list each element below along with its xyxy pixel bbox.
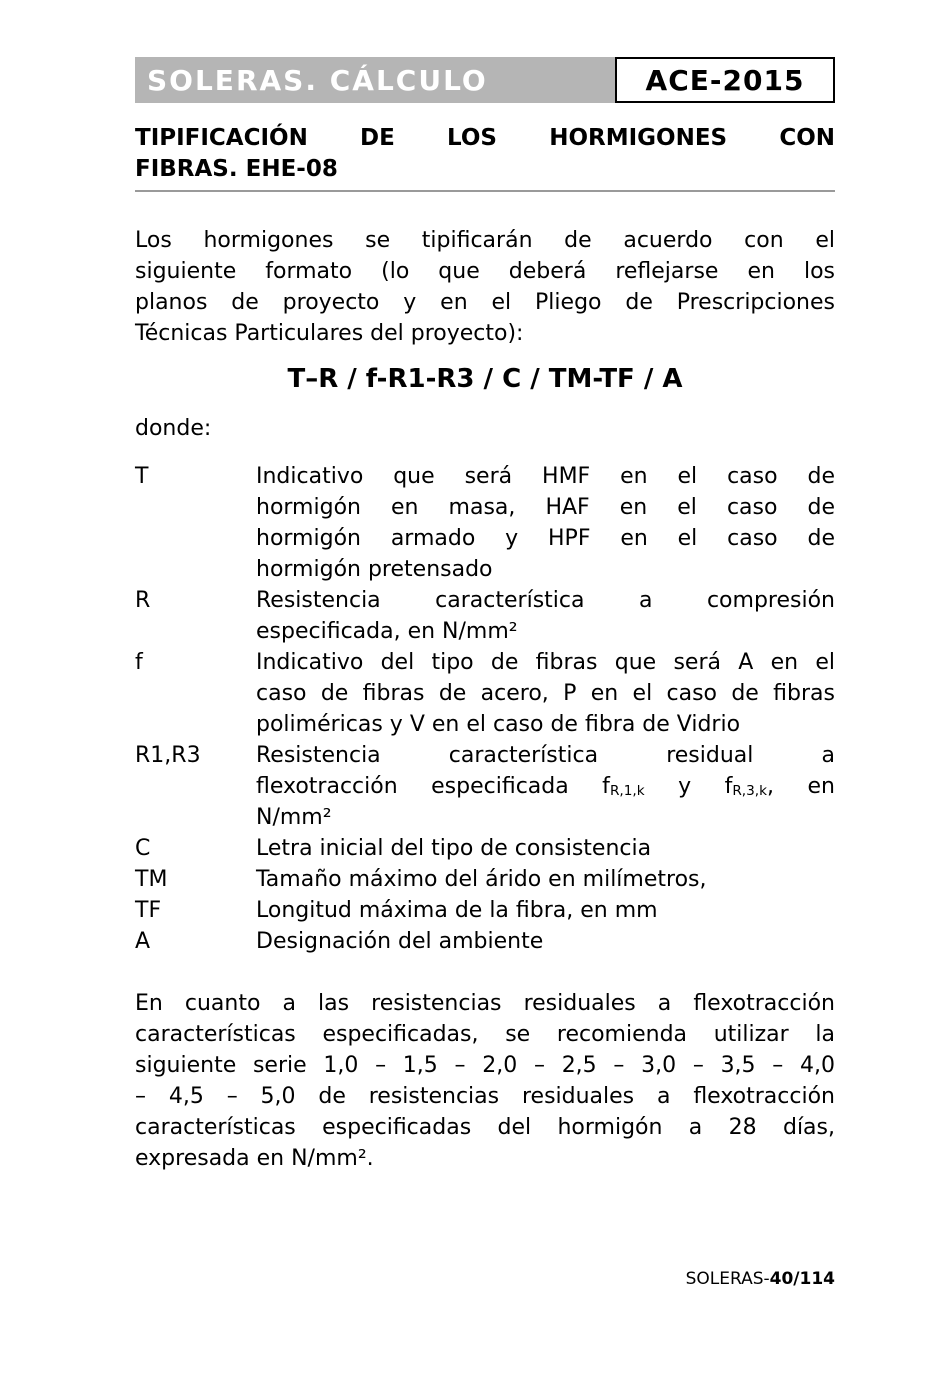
definition-line: N/mm² <box>256 805 332 830</box>
definition-text: flexotracción especificada f <box>256 774 610 799</box>
paragraph-line: En cuanto a las resistencias residuales a flexotracción <box>135 991 835 1016</box>
footer-prefix: SOLERAS- <box>685 1269 770 1289</box>
definition-line: hormigón pretensado <box>256 557 493 582</box>
paragraph-line: planos de proyecto y en el Pliego de Prescripciones <box>135 290 835 315</box>
definition-description <box>256 461 835 585</box>
definition-row-TM <box>135 864 835 895</box>
definition-line: hormigón armado y HPF en el caso de <box>256 526 835 551</box>
definition-description <box>256 895 835 926</box>
definition-term: f <box>135 650 143 675</box>
paragraph-line: características especificadas, se recomienda utilizar la <box>135 1022 835 1047</box>
definition-line: poliméricas y V en el caso de fibra de Vidrio <box>256 712 741 737</box>
definition-line-subscripts <box>256 771 835 802</box>
subscript-fR1k: R,1,k <box>609 783 645 800</box>
definition-list <box>135 461 835 957</box>
definition-term: A <box>135 929 151 954</box>
definition-term: T <box>135 464 149 489</box>
header-section-title: SOLERAS. CÁLCULO <box>135 57 615 103</box>
page-title-line: FIBRAS. EHE-08 <box>135 156 338 182</box>
definition-line: Resistencia característica a compresión <box>256 588 835 613</box>
definition-row-T <box>135 461 835 585</box>
definition-line: Tamaño máximo del árido en milímetros, <box>256 867 707 892</box>
definition-row-TF <box>135 895 835 926</box>
definition-line: especificada, en N/mm² <box>256 619 518 644</box>
paragraph-line: siguiente formato (lo que deberá reflejarse en los <box>135 259 835 284</box>
header-badge-ace-2015: ACE-2015 <box>615 57 835 103</box>
intro-paragraph <box>135 225 835 349</box>
paragraph-line: Los hormigones se tipificarán de acuerdo con el <box>135 228 835 253</box>
document-page <box>135 57 835 1289</box>
definition-line: caso de fibras de acero, P en el caso de fibras <box>256 681 835 706</box>
paragraph-line: expresada en N/mm². <box>135 1146 374 1171</box>
page-title-line: TIPIFICACIÓN DE LOS HORMIGONES CON <box>135 125 835 151</box>
definition-line: Longitud máxima de la fibra, en mm <box>256 898 658 923</box>
definition-line: Indicativo del tipo de fibras que será A en el <box>256 650 835 675</box>
definition-line: Indicativo que será HMF en el caso de <box>256 464 835 489</box>
definition-term: R <box>135 588 151 613</box>
typification-formula: T–R / f-R1-R3 / C / TM-TF / A <box>287 364 683 394</box>
definition-row-R1-R3 <box>135 740 835 833</box>
definition-description <box>256 833 835 864</box>
paragraph-line: características especificadas del hormigón a 28 días, <box>135 1115 835 1140</box>
page-title <box>135 123 835 192</box>
paragraph-line: siguiente serie 1,0 – 1,5 – 2,0 – 2,5 – 3,0 – 3,5 – 4,0 <box>135 1053 835 1078</box>
definition-description <box>256 740 835 833</box>
definition-line: hormigón en masa, HAF en el caso de <box>256 495 835 520</box>
definition-description <box>256 926 835 957</box>
definition-term: C <box>135 836 151 861</box>
definition-description <box>256 864 835 895</box>
donde-label: donde: <box>135 416 212 441</box>
definition-description <box>256 585 835 647</box>
definition-row-A <box>135 926 835 957</box>
definition-term: R1,R3 <box>135 743 201 768</box>
definition-row-C <box>135 833 835 864</box>
footer-page-number: 40/114 <box>769 1269 835 1289</box>
paragraph-line: Técnicas Particulares del proyecto): <box>135 321 524 346</box>
definition-description <box>256 647 835 740</box>
closing-paragraph <box>135 988 835 1174</box>
definition-row-R <box>135 585 835 647</box>
definition-line: Letra inicial del tipo de consistencia <box>256 836 652 861</box>
definition-text: , en <box>767 774 835 799</box>
header-bar <box>135 57 835 103</box>
page-footer <box>135 1269 835 1289</box>
definition-row-f <box>135 647 835 740</box>
definition-term: TM <box>135 867 168 892</box>
definition-term: TF <box>135 898 162 923</box>
subscript-fR3k: R,3,k <box>732 783 768 800</box>
definition-line: Designación del ambiente <box>256 929 544 954</box>
definition-line: Resistencia característica residual a <box>256 743 835 768</box>
paragraph-line: – 4,5 – 5,0 de resistencias residuales a flexotracción <box>135 1084 835 1109</box>
definition-text: y f <box>644 774 733 799</box>
